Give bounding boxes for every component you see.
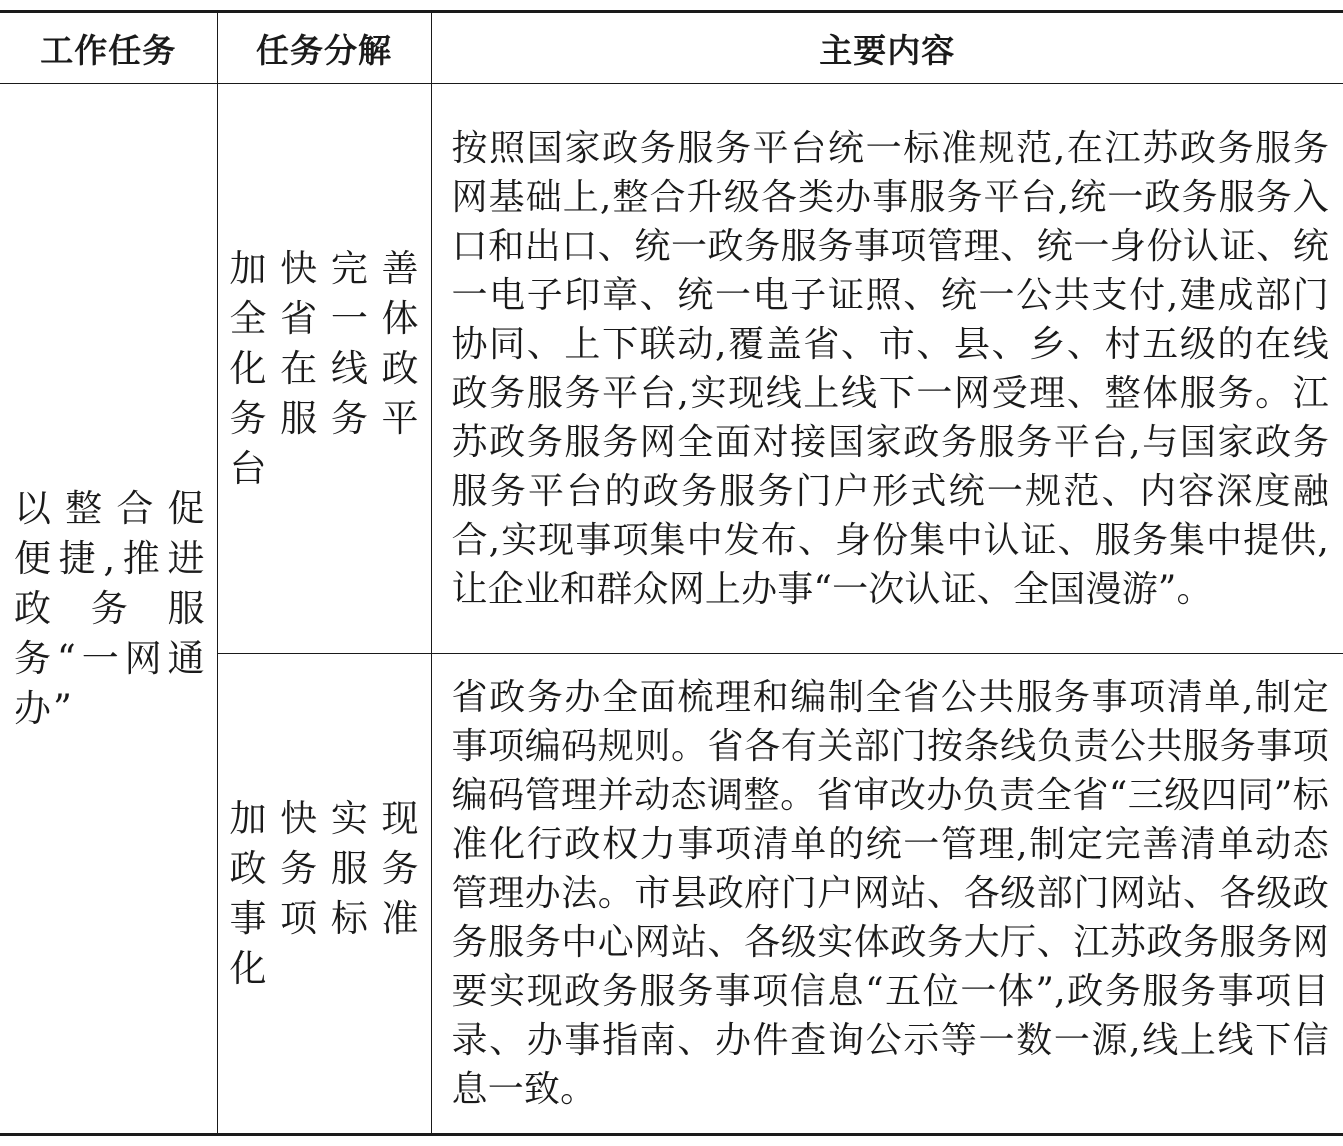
decomposition-cell: 加快完善全省一体化在线政务服务平台: [217, 84, 431, 654]
header-row: [0, 12, 1343, 84]
header-decomposition: 任务分解: [217, 12, 431, 84]
table-row: [0, 84, 1343, 654]
content-cell: 省政务办全面梳理和编制全省公共服务事项清单,制定事项编码规则。省各有关部门按条线负责公共服务事项编码管理并动态调整。省审改办负责全省“三级四同”标准化行政权力事项清单的统一管理,制定完善清单动态管理办法。市县政府门户网站、各级部门网站、各级政务服务中心网站、各级实体政务大厅、江苏政务服务网要实现政务服务事项信息“五位一体”,政务服务事项目录、办事指南、办件查询公示等一数一源,线上线下信息一致。: [431, 654, 1343, 1135]
task-cell: 以整合促便捷,推进政务服务“一网通办”: [0, 84, 217, 1135]
table-body: [0, 84, 1343, 1135]
content-cell: 按照国家政务服务平台统一标准规范,在江苏政务服务网基础上,整合升级各类办事服务平台,统一政务服务入口和出口、统一政务服务事项管理、统一身份认证、统一电子印章、统一电子证照、统一公共支付,建成部门协同、上下联动,覆盖省、市、县、乡、村五级的在线政务服务平台,实现线上线下一网受理、整体服务。江苏政务服务网全面对接国家政务服务平台,与国家政务服务平台的政务服务门户形式统一规范、内容深度融合,实现事项集中发布、身份集中认证、服务集中提供,让企业和群众网上办事“一次认证、全国漫游”。: [431, 84, 1343, 654]
decomposition-cell: 加快实现政务服务事项标准化: [217, 654, 431, 1135]
header-task: 工作任务: [0, 12, 217, 84]
table-header: [0, 12, 1343, 84]
header-content: 主要内容: [431, 12, 1343, 84]
task-table: [0, 10, 1343, 1136]
